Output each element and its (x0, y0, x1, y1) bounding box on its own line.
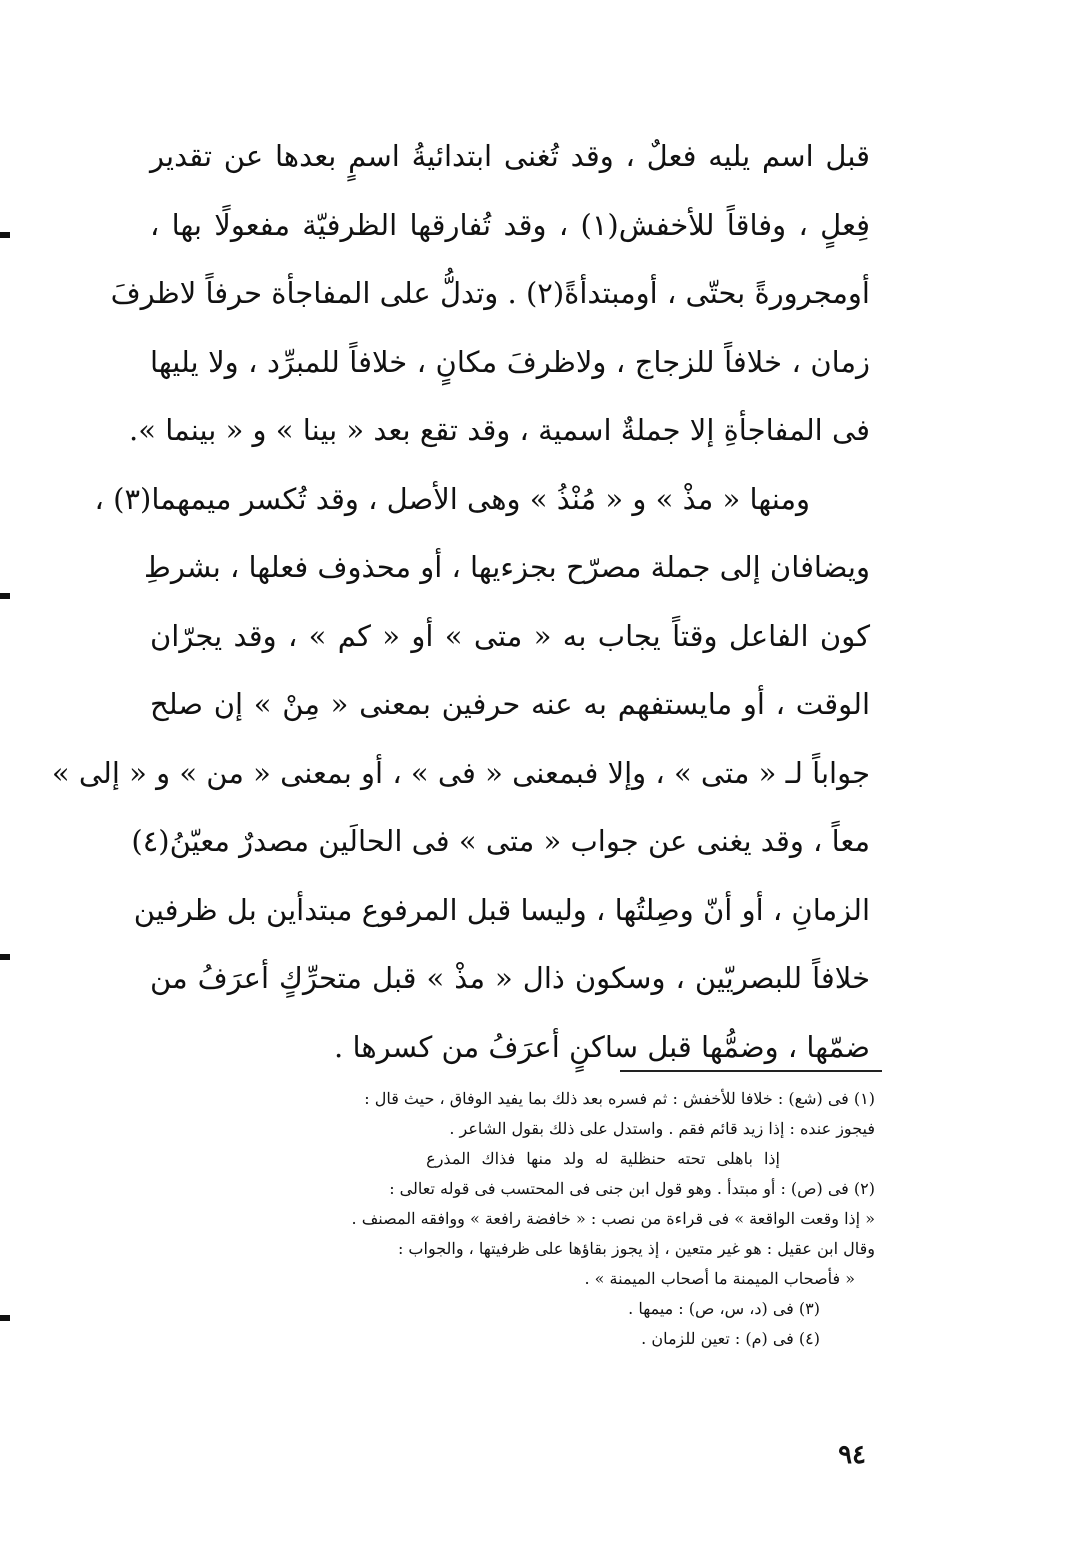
text-line: الوقت ، أو مايستفهم به عنه حرفين بمعنى « مِنْ » إن صلح (150, 687, 870, 721)
footnote-line: (٢) فى (ص) : أو مبتدأ . وهو قول ابن جنى فى المحتسب فى قوله تعالى : (389, 1179, 875, 1198)
footnotes-block (140, 1084, 875, 1354)
footnote-line: (١) فى (شع) : خلافا للأخفش : ثم فسره بعد ذلك بما يفيد الوفاق ، حيث قال : (364, 1089, 875, 1108)
footnote-line: فيجوز عنده : إذا زيد قائم فقم . واستدل على ذلك بقول الشاعر . (449, 1119, 875, 1138)
footnote-separator (620, 1070, 882, 1072)
footnote-line: « فأصحاب الميمنة ما أصحاب الميمنة » . (584, 1269, 855, 1288)
main-text-block (51, 122, 870, 1081)
text-line: معاً ، وقد يغنى عن جواب « متى » فى الحالَين مصدرٌ معيّنُ(٤) (131, 824, 870, 858)
footnote-line: « إذا وقعت الواقعة » فى قراءة من نصب : « خافضة رافعة » ووافقه المصنف . (351, 1209, 875, 1228)
text-line: فِعلٍ ، وفاقاً للأخفش(١) ، وقد تُفارقها الظرفيّة مفعولًا بها ، (150, 207, 870, 242)
footnote-line: (٣) فى (د، س، ص) : ميمها . (628, 1299, 820, 1318)
text-line: ضمّها ، وضمُّها قبل ساكنٍ أعرَفُ من كسرها . (334, 1029, 870, 1064)
binding-mark (0, 954, 10, 960)
page-number: ٩٤ (838, 1440, 866, 1470)
text-line: خلافاً للبصريّين ، وسكون ذال « مذْ » قبل متحرِّكٍ أعرَفُ من (150, 961, 870, 995)
text-line: ويضافان إلى جملة مصرّح بجزءيها ، أو محذوف فعلها ، بشرطِ (144, 550, 870, 584)
text-line: ومنها « مذْ » و « مُنْذُ » وهى الأصل ، وقد تُكسر ميمهما(٣) ، (94, 481, 810, 516)
footnote-line: وقال ابن عقيل : هو غير متعين ، إذ يجوز بقاؤها على ظرفيتها ، والجواب : (397, 1239, 875, 1258)
text-line: كون الفاعل وقتاً يجاب به « متى » أو « كم » ، وقد يجرّان (150, 618, 870, 653)
text-line: زمان ، خلافاً للزجاج ، ولاظرفَ مكانٍ ، خلافاً للمبرِّد ، ولا يليها (150, 344, 870, 379)
binding-mark (0, 1315, 10, 1321)
text-line: فى المفاجأةِ إلا جملةٌ اسمية ، وقد تقع بعد « بينا » و « بينما ». (129, 413, 870, 447)
footnote-verse: إذا باهلى تحته حنظلية له ولد منها فذاك المذرع (426, 1149, 780, 1168)
footnote-line: (٤) فى (م) : تعين للزمان . (641, 1329, 820, 1348)
binding-mark (0, 593, 10, 599)
text-line: أومجرورةً بحتّى ، أومبتدأةً(٢) . وتدلُّ على المفاجأة حرفاً لاظرفَ (110, 276, 870, 310)
text-line: قبل اسم يليه فعلٌ ، وقد تُغنى ابتدائيةُ اسمٍ بعدها عن تقدير (150, 139, 870, 173)
binding-mark (0, 232, 10, 238)
text-line: الزمانِ ، أو أنّ وصِلتُها ، وليسا قبل المرفوع مبتدأين بل ظرفين (133, 892, 870, 927)
text-line: جواباً لـ « متى » ، وإلا فبمعنى « فى » ، أو بمعنى « من » و « إلى » (51, 755, 870, 790)
